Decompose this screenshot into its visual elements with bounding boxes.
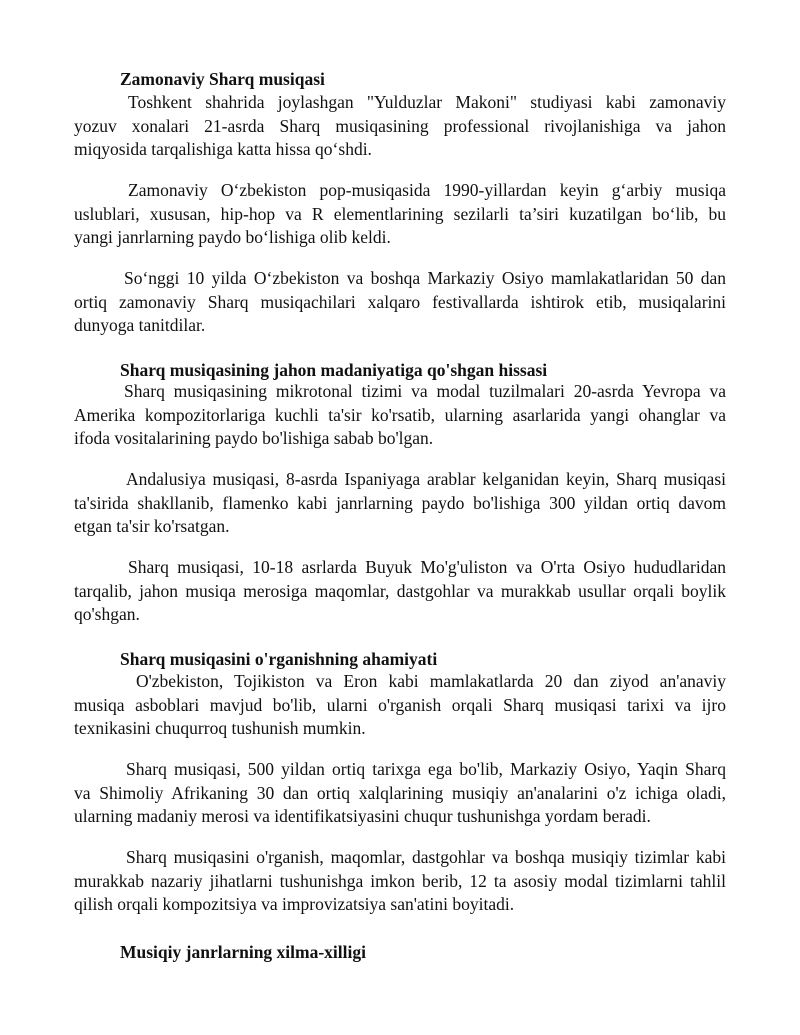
text-line: va Shimoliy Afrikaning 30 dan ortiq xalqlarining musiqiy an'analarini o'z ichiga oladi, — [74, 782, 726, 803]
text-line: So‘nggi 10 yilda O‘zbekiston va boshqa Markaziy Osiyo mamlakatlaridan 50 dan — [124, 268, 726, 288]
text-line: yozuv xonalari 21-asrda Sharq musiqasining professional rivojlanishiga va jahon — [74, 115, 726, 136]
paragraph — [74, 846, 726, 917]
paragraph — [74, 468, 726, 539]
text-line: uslublari, xususan, hip-hop va R elementlarining sezilarli ta’siri kuzatilgan bo‘lib, bu — [74, 203, 726, 224]
text-line: yangi janrlarning paydo bo‘lishiga olib keldi. — [74, 227, 391, 247]
paragraph — [74, 670, 726, 741]
paragraph — [74, 758, 726, 829]
section-heading: Sharq musiqasini o'rganishning ahamiyati — [120, 649, 438, 669]
text-line: Toshkent shahrida joylashgan "Yulduzlar Makoni" studiyasi kabi zamonaviy — [128, 92, 726, 112]
text-line: Sharq musiqasi, 500 yildan ortiq tarixga ega bo'lib, Markaziy Osiyo, Yaqin Sharq — [126, 759, 726, 779]
text-line: ortiq zamonaviy Sharq musiqachilari xalqaro festivallarda ishtirok etib, musiqalarini — [74, 291, 726, 312]
text-line: ifoda vositalarining paydo bo'lishiga sabab bo'lgan. — [74, 428, 434, 448]
paragraph — [74, 556, 726, 627]
paragraph — [74, 179, 726, 250]
text-line: ularning madaniy merosi va identifikatsiyasini chuqur tushunishga yordam beradi. — [74, 806, 651, 826]
text-line: ta'sirida shakllanib, flamenko kabi janrlarning paydo bo'lishiga 300 yildan ortiq davom — [74, 492, 726, 513]
text-line: musiqa asboblari mavjud bo'lib, ularni o'rganish orqali Sharq musiqasi tarixi va ijro — [74, 694, 726, 715]
paragraph — [74, 91, 726, 162]
paragraph — [74, 380, 726, 451]
text-line: texnikasini chuqurroq tushunish mumkin. — [74, 718, 366, 738]
section-heading: Musiqiy janrlarning xilma-xilligi — [120, 942, 366, 962]
text-line: etgan ta'sir ko'rsatgan. — [74, 516, 230, 536]
text-line: qilish orqali kompozitsiya va improvizatsiya san'atini boyitadi. — [74, 894, 515, 914]
text-line: dunyoga tanitdilar. — [74, 315, 206, 335]
text-line: Sharq musiqasining mikrotonal tizimi va modal tuzilmalari 20-asrda Yevropa va — [124, 381, 726, 401]
text-line: qo'shgan. — [74, 604, 140, 624]
text-line: Sharq musiqasini o'rganish, maqomlar, dastgohlar va boshqa musiqiy tizimlar kabi — [126, 847, 726, 867]
text-line: Zamonaviy O‘zbekiston pop-musiqasida 1990-yillardan keyin g‘arbiy musiqa — [128, 180, 726, 200]
text-line: O'zbekiston, Tojikiston va Eron kabi mamlakatlarda 20 dan ziyod an'anaviy — [136, 671, 726, 691]
text-line: Amerika kompozitorlariga kuchli ta'sir ko'rsatib, ularning asarlarida yangi ohanglar va — [74, 404, 726, 425]
paragraph — [74, 267, 726, 338]
text-line: miqyosida tarqalishiga katta hissa qo‘shdi. — [74, 139, 372, 159]
text-line: Andalusiya musiqasi, 8-asrda Ispaniyaga arablar kelganidan keyin, Sharq musiqasi — [126, 469, 726, 489]
section-heading: Zamonaviy Sharq musiqasi — [120, 69, 325, 89]
text-line: Sharq musiqasi, 10-18 asrlarda Buyuk Mo'g'uliston va O'rta Osiyo hududlaridan — [128, 557, 726, 577]
text-line: murakkab nazariy jihatlarni tushunishga imkon berib, 12 ta asosiy modal tizimlarni tahlil — [74, 870, 726, 891]
section-heading: Sharq musiqasining jahon madaniyatiga qo'shgan hissasi — [120, 360, 548, 380]
text-line: tarqalib, jahon musiqa merosiga maqomlar, dastgohlar va murakkab usullar orqali boylik — [74, 580, 726, 601]
